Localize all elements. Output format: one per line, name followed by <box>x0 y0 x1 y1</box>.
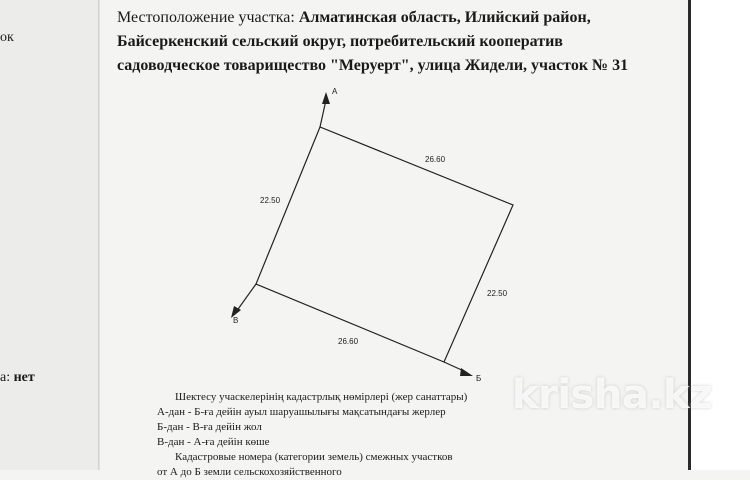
side-top-length: 26.60 <box>425 155 446 164</box>
side-bottom-length: 26.60 <box>338 337 359 346</box>
plot-outline <box>256 127 513 362</box>
legend-line-1-ru: от А до Б земли сельскохозяйственного <box>157 466 342 478</box>
corner-a-label: А <box>332 87 338 96</box>
legend-line-2: Б-дан - В-ға дейін жол <box>157 421 262 433</box>
arrow-v-line <box>236 284 256 312</box>
legend-line-3: В-дан - А-ға дейін көше <box>157 436 270 448</box>
location-label: Местоположение участка: <box>117 9 295 26</box>
side-right-length: 22.50 <box>487 289 508 298</box>
adjacent-plots-legend <box>157 390 467 480</box>
arrow-b-head <box>460 368 473 376</box>
arrow-a-line <box>320 100 326 127</box>
corner-b-label: Б <box>476 374 482 383</box>
legend-title-ru: Кадастровые номера (категории земель) смежных участков <box>175 451 453 463</box>
arrow-a-head <box>322 92 330 104</box>
location-value: Алматинская область, Илийский район, Байсеркенский сельский округ, потребительский кооператив садоводческое товарищество "Меруерт", улица Жидели, участок № 31 <box>117 9 629 74</box>
legend-title: Шектесу учаскелерінің кадастрлық нөмірлері (жер санаттары) <box>175 391 468 403</box>
left-edge-fragment-value: нет <box>13 370 35 385</box>
watermark-logo: krisha.kz <box>512 372 712 418</box>
left-edge-fragment-label: а: <box>0 370 11 385</box>
corner-v-label: В <box>233 316 239 325</box>
side-left-length: 22.50 <box>260 196 281 205</box>
left-edge-fragment-top: ок <box>0 30 14 45</box>
legend-line-1: А-дан - Б-ға дейін ауыл шаруашылығы мақсатындағы жерлер <box>157 406 446 418</box>
